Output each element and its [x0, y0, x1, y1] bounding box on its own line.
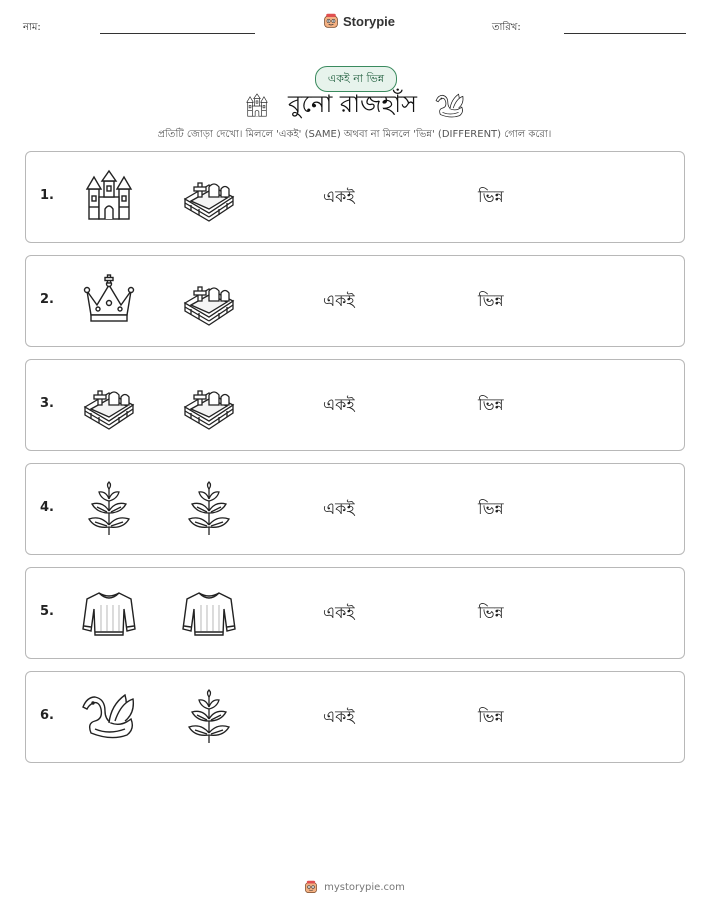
- exercise-row: [25, 359, 685, 451]
- storypie-brand: [323, 13, 395, 29]
- option-different[interactable]: ভিন্ন: [478, 395, 504, 414]
- worksheet-header: [0, 0, 709, 50]
- sweater-icon: [181, 585, 237, 641]
- footer: [0, 880, 709, 894]
- crown-icon: [81, 273, 137, 329]
- exercise-row: [25, 671, 685, 763]
- option-same[interactable]: একই: [323, 291, 355, 310]
- option-same[interactable]: একই: [323, 603, 355, 622]
- exercise-number: 1.: [40, 188, 54, 203]
- swan-icon: [81, 689, 137, 745]
- option-different[interactable]: ভিন্ন: [478, 499, 504, 518]
- exercise-row: [25, 463, 685, 555]
- option-same[interactable]: একই: [323, 395, 355, 414]
- storypie-logo-icon: [323, 13, 339, 29]
- graveyard-icon: [181, 377, 237, 433]
- castle-icon: [81, 169, 137, 225]
- brand-name: Storypie: [343, 13, 396, 29]
- activity-badge: একই না ভিন্ন: [315, 66, 397, 92]
- exercise-number: 4.: [40, 500, 54, 515]
- option-same[interactable]: একই: [323, 187, 355, 206]
- nettle-plant-icon: [181, 689, 237, 745]
- exercise-row: [25, 567, 685, 659]
- exercise-number: 6.: [40, 708, 54, 723]
- graveyard-icon: [81, 377, 137, 433]
- nettle-plant-icon: [81, 481, 137, 537]
- sweater-icon: [81, 585, 137, 641]
- graveyard-icon: [181, 273, 237, 329]
- option-same[interactable]: একই: [323, 499, 355, 518]
- name-line[interactable]: [100, 33, 255, 34]
- exercise-number: 5.: [40, 604, 54, 619]
- option-same[interactable]: একই: [323, 707, 355, 726]
- footer-url: mystorypie.com: [324, 881, 405, 893]
- castle-icon: [244, 91, 270, 121]
- exercise-number: 2.: [40, 292, 54, 307]
- exercise-row: [25, 151, 685, 243]
- option-different[interactable]: ভিন্ন: [478, 707, 504, 726]
- option-different[interactable]: ভিন্ন: [478, 291, 504, 310]
- date-label: তারিখ:: [492, 22, 521, 33]
- option-different[interactable]: ভিন্ন: [478, 603, 504, 622]
- exercise-row: [25, 255, 685, 347]
- storypie-logo-icon: [304, 880, 318, 894]
- title-row: [0, 88, 709, 124]
- graveyard-icon: [181, 169, 237, 225]
- worksheet-title: বুনো রাজহাঁস: [288, 90, 417, 118]
- option-different[interactable]: ভিন্ন: [478, 187, 504, 206]
- nettle-plant-icon: [181, 481, 237, 537]
- swan-icon: [435, 91, 465, 121]
- exercise-number: 3.: [40, 396, 54, 411]
- name-label: নাম:: [23, 22, 41, 33]
- instructions: প্রতিটি জোড়া দেখো। মিললে 'একই' (SAME) অথবা না মিললে 'ভিন্ন' (DIFFERENT) গোল করো।: [157, 129, 552, 140]
- date-line[interactable]: [564, 33, 686, 34]
